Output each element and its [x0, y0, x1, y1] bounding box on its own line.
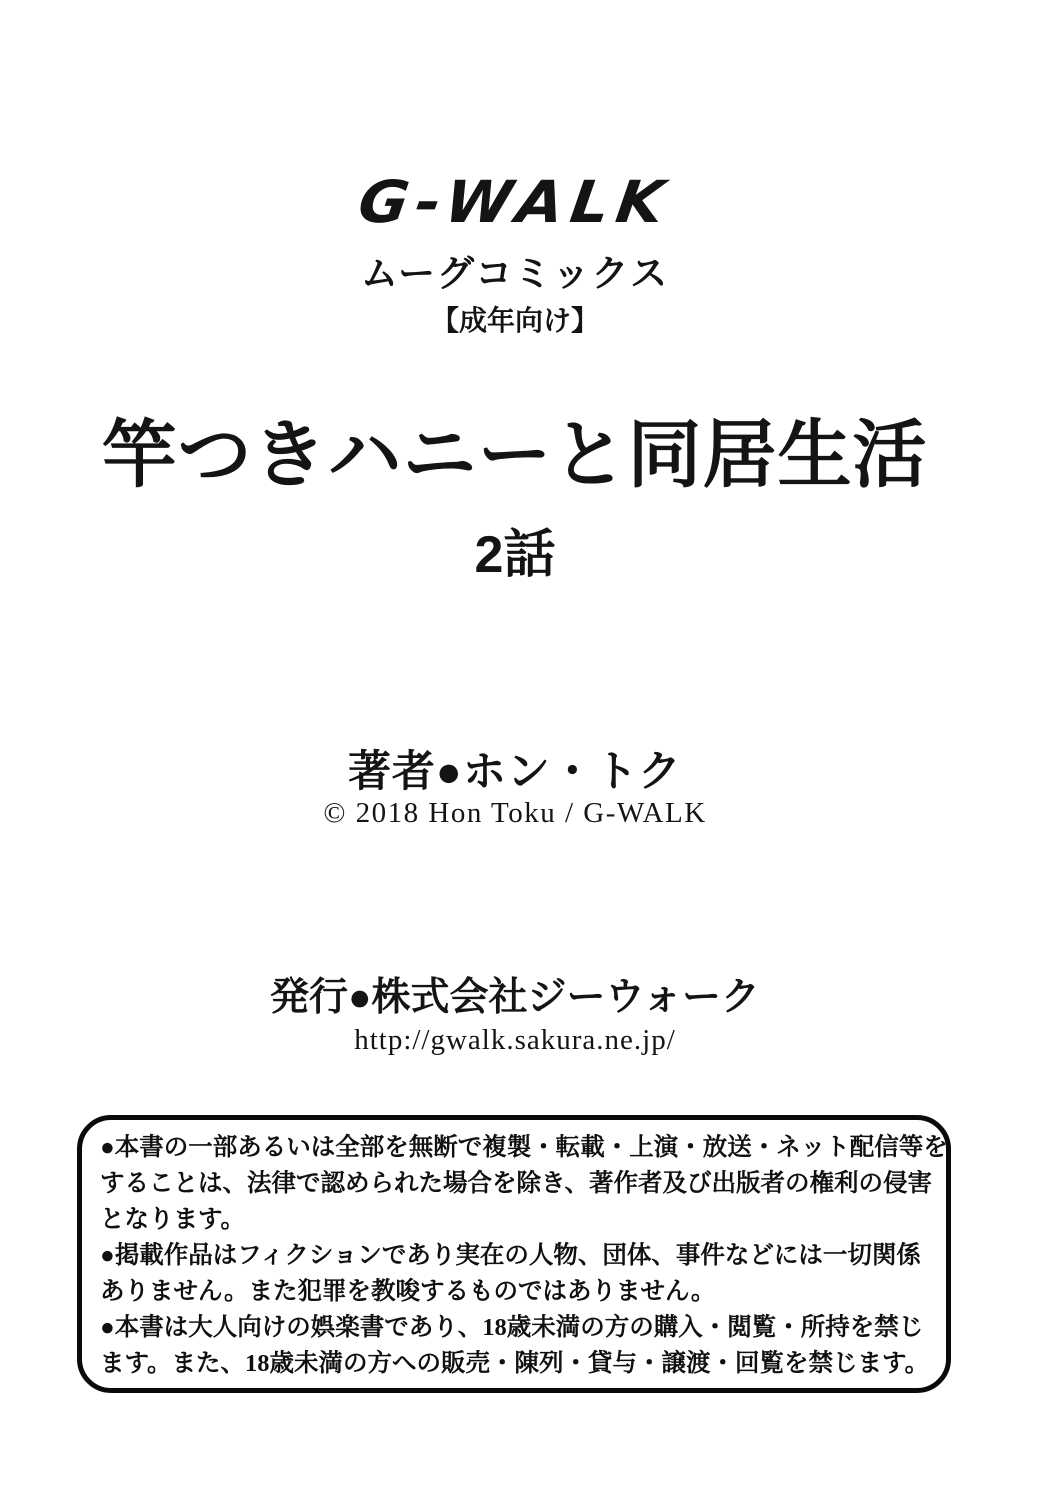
copyright-line: © 2018 Hon Toku / G-WALK [323, 797, 707, 829]
book-title: 竿つきハニーと同居生活 [102, 413, 928, 496]
publisher-logo-text: G-WALK [354, 168, 676, 236]
author-line: 著者●ホン・トク [347, 748, 683, 796]
episode-number: 2話 [474, 526, 556, 584]
publisher-line: 発行●株式会社ジーウォーク [270, 976, 760, 1019]
legal-notice-line: となります。 [100, 1206, 246, 1233]
legal-notice-line: ●本書の一部あるいは全部を無断で複製・転載・上演・放送・ネット配信等を [100, 1134, 948, 1161]
publisher-url: http://gwalk.sakura.ne.jp/ [354, 1024, 676, 1056]
legal-notice-line: することは、法律で認められた場合を除き、著作者及び出版者の権利の侵害 [100, 1170, 933, 1197]
legal-notice-line: ます。また、18歳未満の方への販売・陳列・貸与・譲渡・回覧を禁じます。 [100, 1350, 930, 1377]
imprint-label: ムーグコミックス [360, 253, 670, 294]
legal-notice-line: ありません。また犯罪を教唆するものではありません。 [100, 1278, 716, 1305]
legal-notice-line: ●掲載作品はフィクションであり実在の人物、団体、事件などには一切関係 [100, 1242, 921, 1269]
legal-notice-box [77, 1115, 951, 1393]
age-rating-label: 【成年向け】 [430, 305, 599, 336]
legal-notice-line: ●本書は大人向けの娯楽書であり、18歳未満の方の購入・閲覧・所持を禁じ [100, 1314, 924, 1341]
publisher-logo [0, 168, 1030, 236]
